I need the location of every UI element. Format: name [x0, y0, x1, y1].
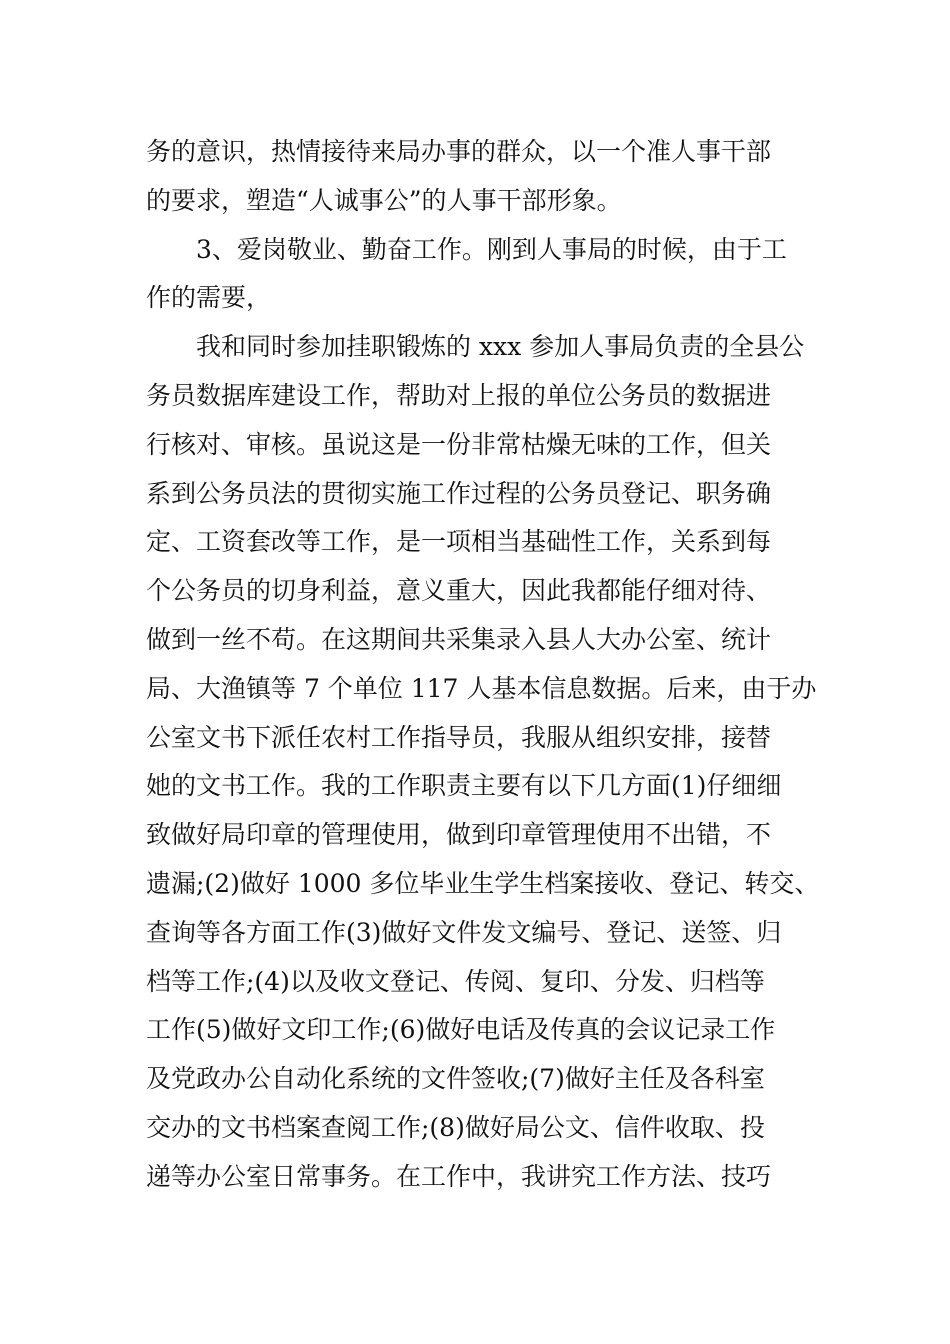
text-line: 档等工作;(4)以及收文登记、传阅、复印、分发、归档等 [146, 966, 765, 996]
text-line: 递等办公室日常事务。在工作中，我讲究工作方法、技巧 [146, 1161, 772, 1191]
body-text [146, 128, 846, 1202]
text-line: 行核对、审核。虽说这是一份非常枯燥无味的工作，但关 [146, 429, 772, 459]
text-line: 及党政办公自动化系统的文件签收;(7)做好主任及各科室 [146, 1064, 765, 1094]
text-line: 工作(5)做好文印工作;(6)做好电话及传真的会议记录工作 [146, 1015, 776, 1045]
text-line: 务的意识，热情接待来局办事的群众，以一个准人事干部 [146, 137, 772, 166]
text-line: 局、大渔镇等 7 个单位 117 人基本信息数据。后来，由于办 [146, 673, 817, 703]
text-line: 作的需要， [146, 283, 272, 313]
text-line: 的要求，塑造“人诚事公”的人事干部形象。 [146, 185, 622, 215]
text-line: 务员数据库建设工作，帮助对上报的单位公务员的数据进 [146, 380, 772, 410]
text-line: 公室文书下派任农村工作指导员，我服从组织安排，接替 [146, 722, 772, 752]
text-line: 系到公务员法的贯彻实施工作过程的公务员登记、职务确 [146, 478, 772, 508]
text-line: 交办的文书档案查阅工作;(8)做好局公文、信件收取、投 [146, 1112, 765, 1142]
text-line: 做到一丝不苟。在这期间共采集录入县人大办公室、统计 [146, 624, 772, 654]
text-line: 遗漏;(2)做好 1000 多位毕业生学生档案接收、登记、转交、 [146, 868, 820, 898]
paragraph-start-line: 我和同时参加挂职锻炼的 xxx 参加人事局负责的全县公 [196, 332, 805, 362]
text-line: 定、工资套改等工作，是一项相当基础性工作，关系到每 [146, 527, 772, 557]
text-line: 个公务员的切身利益，意义重大，因此我都能仔细对待、 [146, 576, 772, 606]
text-line: 查询等各方面工作(3)做好文件发文编号、登记、送签、归 [146, 917, 782, 947]
text-line: 她的文书工作。我的工作职责主要有以下几方面(1)仔细细 [146, 771, 782, 801]
text-line: 致做好局印章的管理使用，做到印章管理使用不出错，不 [146, 820, 772, 850]
paragraph-start-line: 3、爱岗敬业、勤奋工作。刚到人事局的时候，由于工 [196, 234, 787, 264]
